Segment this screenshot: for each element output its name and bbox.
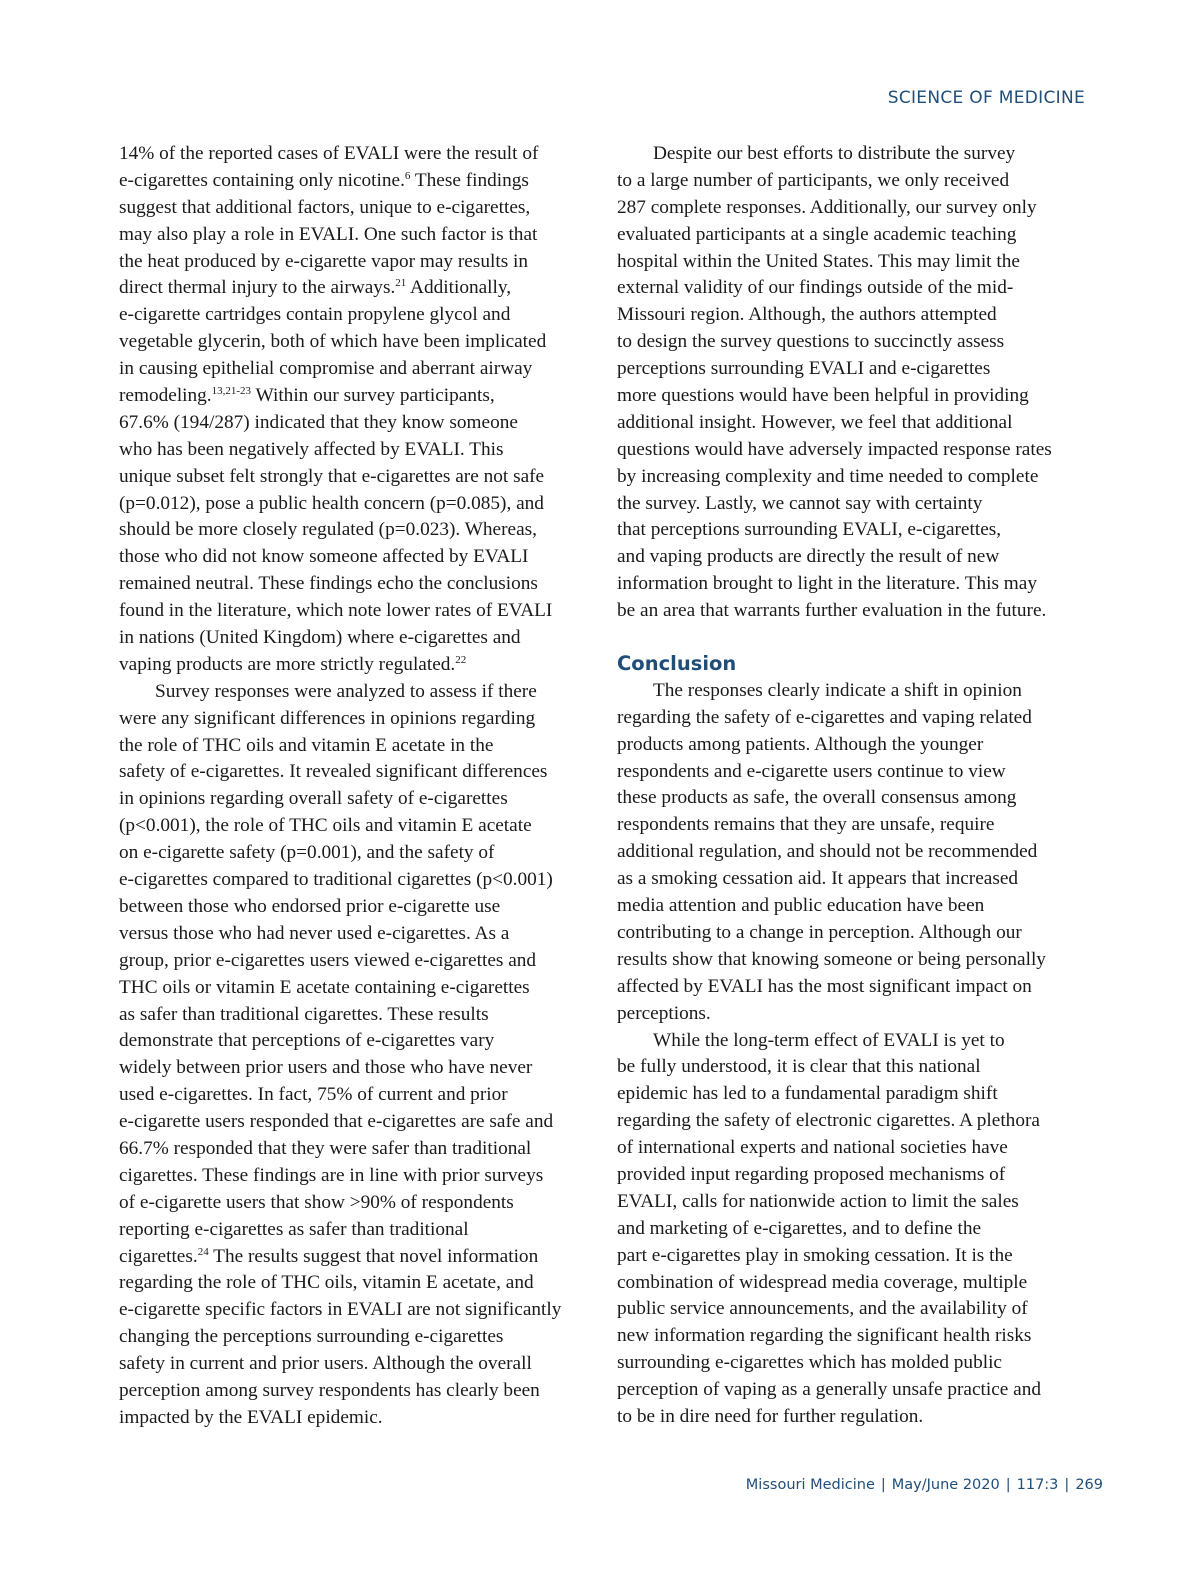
text-line: as a smoking cessation aid. It appears that increased	[617, 868, 1019, 890]
text-line	[119, 652, 597, 679]
journal-name: Missouri Medicine	[745, 1477, 875, 1493]
text-line: contributing to a change in perception. Although our	[617, 921, 1022, 943]
text-segment: Within our survey participants,	[251, 385, 495, 407]
text-line: of e-cigarette users that show >90% of respondents	[119, 1191, 514, 1213]
text-line: of international experts and national societies have	[617, 1137, 1008, 1159]
citation-ref: 22	[455, 653, 467, 666]
text-line: Despite our best efforts to distribute the survey	[653, 143, 1016, 164]
text-line: affected by EVALI has the most significant impact on	[617, 975, 1032, 997]
text-line: hospital within the United States. This may limit the	[617, 250, 1020, 272]
text-line: products among patients. Although the younger	[617, 733, 984, 755]
page-footer	[746, 1477, 1103, 1493]
text-line: in causing epithelial compromise and aberrant airway	[119, 358, 533, 380]
text-line: on e-cigarette safety (p=0.001), and the safety of	[119, 842, 495, 864]
text-line: that perceptions surrounding EVALI, e-cigarettes,	[617, 519, 1002, 541]
text-line: surrounding e-cigarettes which has molded public	[617, 1352, 1002, 1374]
text-line: reporting e-cigarettes as safer than traditional	[119, 1218, 469, 1240]
text-line: perception among survey respondents has clearly been	[119, 1379, 540, 1401]
section-header: SCIENCE OF MEDICINE	[887, 88, 1085, 108]
paragraph-survey-analysis	[119, 679, 597, 1432]
text-line: more questions would have been helpful in providing	[617, 385, 1029, 407]
text-line: group, prior e-cigarettes users viewed e-cigarettes and	[119, 949, 537, 971]
text-line: in nations (United Kingdom) where e-cigarettes and	[119, 627, 521, 649]
right-column	[617, 141, 1095, 1431]
text-line: the role of THC oils and vitamin E acetate in the	[119, 734, 494, 756]
footer-separator: |	[1064, 1477, 1070, 1493]
text-line: 67.6% (194/287) indicated that they know someone	[119, 411, 518, 433]
text-line: 14% of the reported cases of EVALI were the result of	[119, 143, 539, 164]
text-segment: The results suggest that novel information	[208, 1245, 539, 1267]
paragraph-evali-factors	[119, 141, 597, 679]
text-line: cigarettes. These findings are in line with prior surveys	[119, 1164, 544, 1186]
text-line: evaluated participants at a single academic teaching	[617, 223, 1017, 245]
text-line: remained neutral. These findings echo the conclusions	[119, 573, 538, 595]
text-line: external validity of our findings outside of the mid-	[617, 277, 1014, 299]
text-line: suggest that additional factors, unique to e-cigarettes,	[119, 196, 531, 218]
text-line: the survey. Lastly, we cannot say with certainty	[617, 492, 983, 514]
text-line	[119, 383, 597, 410]
text-line: The responses clearly indicate a shift in opinion	[653, 679, 1022, 701]
text-line: questions would have adversely impacted response rates	[617, 438, 1052, 460]
text-line: public service announcements, and the availability of	[617, 1298, 1028, 1320]
text-line: media attention and public education have been	[617, 895, 985, 917]
text-line: new information regarding the significant health risks	[617, 1325, 1032, 1347]
text-line: (p=0.012), pose a public health concern (p=0.085), and	[119, 492, 544, 514]
text-line: respondents remains that they are unsafe, require	[617, 814, 995, 836]
text-line: 66.7% responded that they were safer than traditional	[119, 1137, 532, 1159]
text-segment: Additionally,	[406, 277, 512, 299]
text-line: demonstrate that perceptions of e-cigarettes vary	[119, 1030, 495, 1052]
volume-issue: 117:3	[1016, 1477, 1059, 1493]
text-segment: cigarettes.	[119, 1245, 198, 1267]
text-segment: vaping products are more strictly regulated.	[119, 653, 456, 675]
page-number: 269	[1075, 1477, 1103, 1493]
text-line: Survey responses were analyzed to assess if there	[155, 680, 537, 702]
text-line	[119, 1244, 597, 1271]
text-line: perception of vaping as a generally unsafe practice and	[617, 1379, 1041, 1401]
text-segment: These findings	[410, 169, 529, 191]
text-line: perceptions.	[617, 1002, 711, 1024]
citation-ref: 13,21-23	[211, 385, 252, 398]
text-line: e-cigarette specific factors in EVALI are not significantly	[119, 1299, 562, 1321]
text-line: versus those who had never used e-cigarettes. As a	[119, 922, 510, 944]
conclusion-heading: Conclusion	[617, 652, 737, 676]
citation-ref: 21	[395, 277, 407, 290]
text-line: vegetable glycerin, both of which have been implicated	[119, 331, 547, 353]
text-line: provided input regarding proposed mechanisms of	[617, 1163, 1006, 1185]
footer-separator: |	[1005, 1477, 1011, 1493]
citation-ref: 24	[197, 1245, 209, 1258]
text-line: epidemic has led to a fundamental paradigm shift	[617, 1083, 998, 1105]
text-line: widely between prior users and those who have never	[119, 1057, 533, 1079]
text-line: perceptions surrounding EVALI and e-cigarettes	[617, 358, 991, 380]
text-line: to be in dire need for further regulation.	[617, 1405, 924, 1427]
text-line: to a large number of participants, we only received	[617, 169, 1010, 191]
text-line: additional insight. However, we feel that additional	[617, 411, 1013, 433]
text-line: as safer than traditional cigarettes. These results	[119, 1003, 489, 1025]
text-line: EVALI, calls for nationwide action to limit the sales	[617, 1190, 1019, 1212]
paragraph-limitations	[617, 141, 1095, 625]
text-line: should be more closely regulated (p=0.023). Whereas,	[119, 519, 537, 541]
text-line: regarding the safety of electronic cigarettes. A plethora	[617, 1110, 1040, 1132]
text-line: e-cigarette cartridges contain propylene glycol and	[119, 304, 511, 326]
text-line: to design the survey questions to succinctly assess	[617, 331, 1005, 353]
text-line: these products as safe, the overall consensus among	[617, 787, 1017, 809]
left-column	[119, 141, 597, 1432]
text-segment: direct thermal injury to the airways.	[119, 277, 396, 299]
text-line: e-cigarettes compared to traditional cigarettes (p<0.001)	[119, 869, 553, 891]
text-line: 287 complete responses. Additionally, our survey only	[617, 196, 1037, 218]
text-segment: remodeling.	[119, 385, 212, 407]
text-line: the heat produced by e-cigarette vapor may results in	[119, 250, 529, 272]
text-line: safety in current and prior users. Although the overall	[119, 1353, 532, 1375]
text-line: by increasing complexity and time needed to complete	[617, 465, 1039, 487]
footer-separator: |	[880, 1477, 886, 1493]
paragraph-long-term-effect	[617, 1028, 1095, 1431]
text-line: and vaping products are directly the result of new	[617, 546, 1000, 568]
text-line: those who did not know someone affected by EVALI	[119, 546, 529, 568]
text-line: results show that knowing someone or being personally	[617, 948, 1046, 970]
text-line: additional regulation, and should not be recommended	[617, 841, 1038, 863]
text-line: part e-cigarettes play in smoking cessation. It is the	[617, 1244, 1013, 1266]
text-line: While the long-term effect of EVALI is yet to	[653, 1029, 1005, 1051]
text-line: Missouri region. Although, the authors attempted	[617, 304, 997, 326]
text-segment: e-cigarettes containing only nicotine.	[119, 169, 405, 191]
text-line: regarding the safety of e-cigarettes and vaping related	[617, 706, 1032, 728]
citation-ref: 6	[404, 169, 411, 182]
text-line: respondents and e-cigarette users continue to view	[617, 760, 1006, 782]
text-line: e-cigarette users responded that e-cigarettes are safe and	[119, 1111, 554, 1133]
text-line: be an area that warrants further evaluation in the future.	[617, 600, 1047, 622]
paragraph-conclusion	[617, 678, 1095, 1028]
text-line: information brought to light in the literature. This may	[617, 573, 1038, 595]
text-line: were any significant differences in opinions regarding	[119, 707, 536, 729]
text-line: used e-cigarettes. In fact, 75% of current and prior	[119, 1084, 508, 1106]
text-line: regarding the role of THC oils, vitamin E acetate, and	[119, 1272, 534, 1294]
issue-date: May/June 2020	[891, 1477, 1000, 1493]
text-line: and marketing of e-cigarettes, and to define the	[617, 1217, 982, 1239]
text-line: combination of widespread media coverage, multiple	[617, 1271, 1028, 1293]
text-line: in opinions regarding overall safety of e-cigarettes	[119, 788, 508, 810]
text-line: may also play a role in EVALI. One such factor is that	[119, 223, 538, 245]
text-line: who has been negatively affected by EVALI. This	[119, 438, 504, 460]
text-line: (p<0.001), the role of THC oils and vitamin E acetate	[119, 815, 532, 837]
text-line: safety of e-cigarettes. It revealed significant differences	[119, 761, 548, 783]
text-line: be fully understood, it is clear that this national	[617, 1056, 981, 1078]
text-line	[119, 275, 597, 302]
text-line: THC oils or vitamin E acetate containing e-cigarettes	[119, 976, 530, 998]
text-line: between those who endorsed prior e-cigarette use	[119, 895, 501, 917]
text-line: found in the literature, which note lower rates of EVALI	[119, 600, 553, 622]
text-line: changing the perceptions surrounding e-cigarettes	[119, 1326, 504, 1348]
text-line	[119, 168, 597, 195]
text-line: impacted by the EVALI epidemic.	[119, 1406, 383, 1428]
text-line: unique subset felt strongly that e-cigarettes are not safe	[119, 465, 545, 487]
